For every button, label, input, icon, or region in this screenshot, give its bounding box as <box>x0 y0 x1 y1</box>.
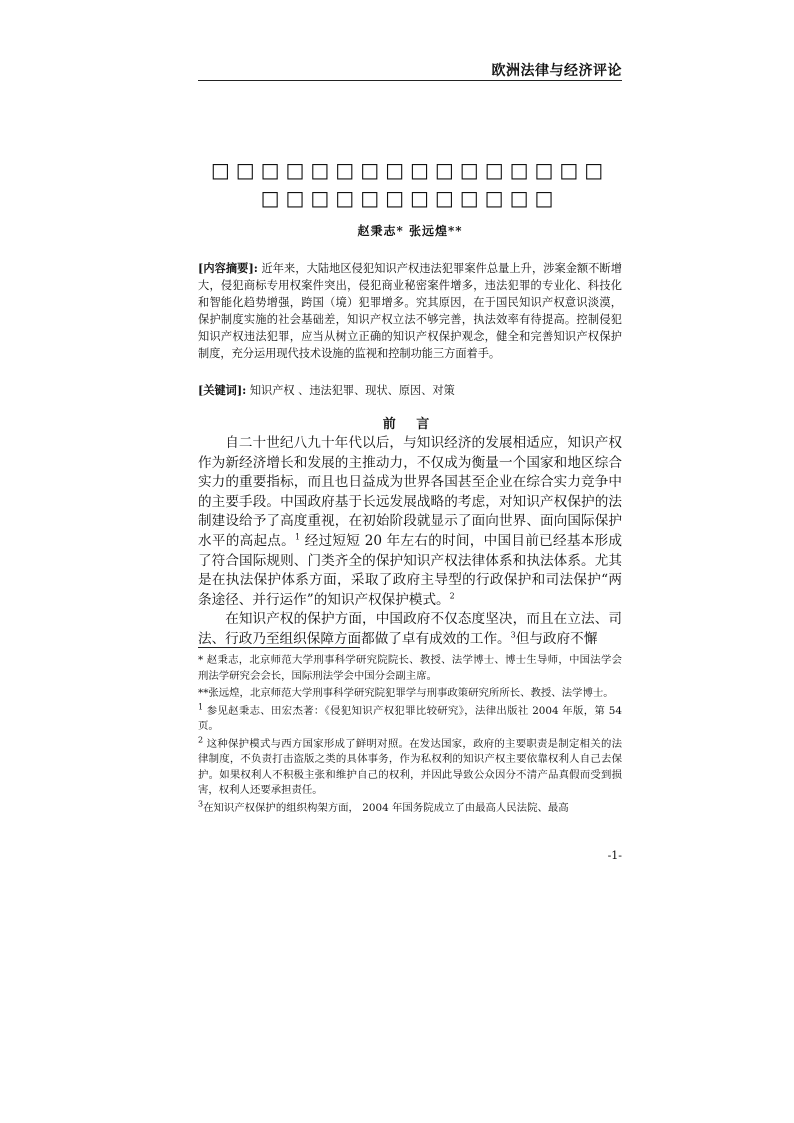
body-paragraph-1 <box>198 434 622 610</box>
body-paragraph-2-part-a: 在知识产权的保护方面，中国政府不仅态度坚决，而且在立法、司法、行政乃至组织保障方面都做了卓有成效的工作。 <box>198 611 622 647</box>
footnote-3-mark: 3 <box>198 799 204 809</box>
keywords-label: [关键词]: <box>198 383 247 397</box>
keywords-text: 知识产权 、违法犯罪、现状、原因、对策 <box>246 384 455 397</box>
footnote-3-text: 在知识产权保护的组织构架方面， 2004 年国务院成立了由最高人民法院、最高 <box>203 801 569 814</box>
footnote-ref-3[interactable]: 3 <box>510 630 516 640</box>
article-title-line-1: □□□□□□□□□□□□□□□□ <box>210 158 610 182</box>
footnote-1-mark: 1 <box>198 702 204 712</box>
footnote-ref-2[interactable]: 2 <box>449 591 455 601</box>
section-heading: 前 言 <box>382 417 438 432</box>
article-authors: 赵秉志* 张远煌** <box>357 224 463 238</box>
footnote-rule <box>198 647 360 648</box>
keywords <box>198 382 622 399</box>
footnote-author-1: * 赵秉志，北京师范大学刑事科学研究院院长、教授、法学博士、博士生导师，中国法学会刑法学研究会会长，国际刑法学会中国分会副主席。 <box>198 654 622 682</box>
footnotes <box>198 653 622 818</box>
footnote-ref-1[interactable]: 1 <box>295 532 301 542</box>
footnote-2-text: 这种保护模式与西方国家形成了鲜明对照。在发达国家，政府的主要职责是制定相关的法律制度，不负责打击盗版之类的具体事务，作为私权利的知识产权主要依靠权利人自己去保护。如果权利人不积极主张和维护自己的权利，并因此导致公众因分不清产品真假而受到损害，权利人还要承担责任。 <box>198 737 622 796</box>
abstract-text: 近年来，大陆地区侵犯知识产权违法犯罪案件总量上升，涉案金额不断增大，侵犯商标专用权案件突出，侵犯商业秘密案件增多，违法犯罪的专业化、科技化和智能化趋势增强，跨国（境）犯罪增多。究其原因，在于国民知识产权意识淡漠，保护制度实施的社会基础差，知识产权立法不够完善，执法效率有待提高。控制侵犯知识产权违法犯罪，应当从树立正确的知识产权保护观念，健全和完善知识产权保护制度，充分运用现代技术设施的监视和控制功能三方面着手。 <box>198 262 623 360</box>
body-paragraph-2 <box>198 610 622 649</box>
footnote-2-mark: 2 <box>198 735 204 745</box>
body-paragraph-1-part-b: 经过短短 20 年左右的时间，中国目前已经基本形成了符合国际规则、门类齐全的保护知识产权法律体系和执法体系。尤其是在执法保护体系方面，采取了政府主导型的行政保护和司法保护“两条途径、并行运作”的知识产权保护模式。 <box>198 532 622 608</box>
journal-title: 欧洲法律与经济评论 <box>491 63 622 79</box>
abstract <box>198 260 622 362</box>
article-title-line-2: □□□□□□□□□□□□ <box>260 186 560 210</box>
header-rule <box>198 80 622 81</box>
footnote-author-2: **张远煌，北京师范大学刑事科学研究院犯罪学与刑事政策研究所所长、教授、法学博士。 <box>198 687 614 699</box>
page-number: -1- <box>607 849 622 862</box>
body-paragraph-1-part-a: 自二十世纪八九十年代以后，与知识经济的发展相适应，知识产权作为新经济增长和发展的主推动力，不仅成为衡量一个国家和地区综合实力的重要指标，而且也日益成为世界各国甚至企业在综合实力竞争中的主要手段。中国政府基于长远发展战略的考虑，对知识产权保护的法制建设给予了高度重视，在初始阶段就显示了面向世界、面向国际保护水平的高起点。 <box>198 435 622 549</box>
footnote-2 <box>198 737 622 799</box>
body-paragraph-2-part-b: 但与政府不懈 <box>515 630 598 647</box>
footnote-1-text: 参见赵秉志、田宏杰著：《侵犯知识产权犯罪比较研究》，法律出版社 2004 年版，第 54 页。 <box>198 704 622 732</box>
body-text <box>198 434 622 650</box>
abstract-label: [内容摘要]: <box>198 261 258 275</box>
footnote-3 <box>198 801 622 817</box>
footnote-1 <box>198 704 622 735</box>
